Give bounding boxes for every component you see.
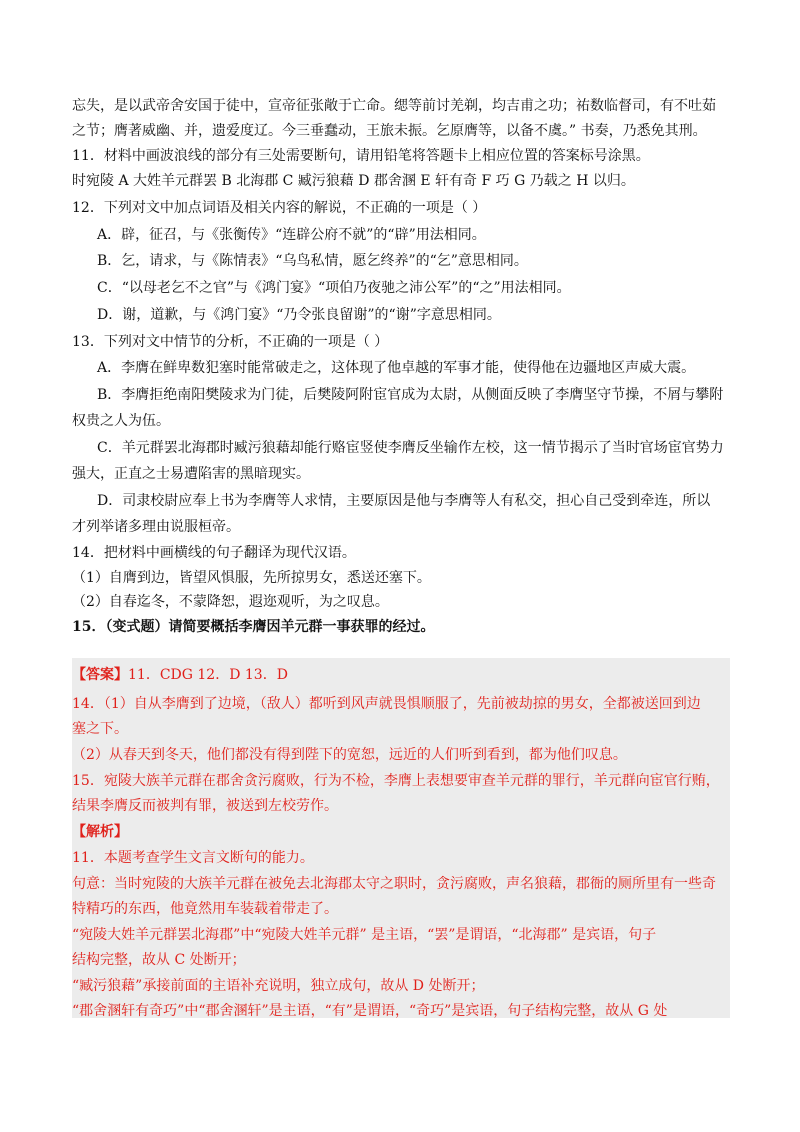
question-12-option-d: D．谢，道歉，与《鸿门宴》“乃令张良留谢”的“谢”字意思相同。 — [97, 307, 501, 323]
passage-line: 之节；膺著威幽、并，遗爱度辽。今三垂蠢动，王旅未振。乞原膺等，以备不虞。” 书奏，乃悉免其刑。 — [72, 123, 707, 139]
question-13-option-a: A．李膺在鲜卑数犯塞时能常破走之，这体现了他卓越的军事才能，使得他在边疆地区声威大震。 — [97, 360, 696, 376]
analysis-line: “臧污狼藉”承接前面的主语补充说明，独立成句，故从 D 处断开； — [72, 978, 485, 994]
analysis-line: 结构完整，故从 C 处断开； — [72, 952, 246, 968]
question-12-stem: 12．下列对文中加点词语及相关内容的解说，不正确的一项是（ ） — [72, 200, 487, 216]
answer-choices: 11．CDG 12．D 13．D — [128, 667, 288, 683]
answer-15-1: 15．宛陵大族羊元群在郡舍贪污腐败，行为不检，李膺上表想要审查羊元群的罪行，羊元群向宦官行贿， — [72, 773, 720, 789]
answer-15-2: 结果李膺反而被判有罪，被送到左校劳作。 — [72, 798, 338, 814]
question-13-option-c: C．羊元群罢北海郡时臧污狼藉却能行赂宦竖使李膺反坐输作左校，这一情节揭示了当时官场宦官势力 — [97, 440, 724, 456]
analysis-line: “宛陵大姓羊元群罢北海郡”中“宛陵大姓羊元群” 是主语，“罢”是谓语，“北海郡” 是宾语，句子 — [72, 927, 657, 943]
analysis-line: “郡舍溷轩有奇巧”中“郡舍溷轩”是主语，“有”是谓语，“奇巧”是宾语，句子结构完整，故从 G 处 — [72, 1003, 668, 1019]
analysis-line: 句意：当时宛陵的大族羊元群在被免去北海郡太守之职时，贪污腐败，声名狼藉，郡衙的厕所里有一些奇 — [72, 876, 716, 892]
passage-line: 忘失，是以武帝舍安国于徒中，宣帝征张敞于亡命。缌等前讨羌剃，均吉甫之功；祐数临督司，有不吐茹 — [72, 98, 716, 114]
analysis-line: 特精巧的东西，他竟然用车装载着带走了。 — [72, 901, 338, 917]
question-13-stem: 13．下列对文中情节的分析，不正确的一项是（ ） — [72, 334, 389, 350]
analysis-label: 【解析】 — [72, 824, 128, 840]
question-11-stem: 11．材料中画波浪线的部分有三处需要断句，请用铅笔将答题卡上相应位置的答案标号涂黑。 — [72, 148, 650, 164]
question-12-option-a: A．辟，征召，与《张衡传》“连辟公府不就”的“辟”用法相同。 — [97, 227, 486, 243]
question-15-stem: 15．（变式题）请简要概括李膺因羊元群一事获罪的经过。 — [72, 619, 435, 635]
question-13-option-b-cont: 权贵之人为伍。 — [72, 413, 170, 429]
question-14-stem: 14．把材料中画横线的句子翻译为现代汉语。 — [72, 545, 356, 561]
answer-line — [72, 665, 288, 685]
question-13-option-c-cont: 强大，正直之士易遭陷害的黑暗现实。 — [72, 466, 310, 482]
question-13-option-b: B．李膺拒绝南阳樊陵求为门徒，后樊陵阿附宦官成为太尉，从侧面反映了李膺坚守节操，不屑与攀附 — [97, 387, 724, 403]
question-14-sentence-2: （2）自春迄冬，不蒙降恕，遐迩观听，为之叹息。 — [72, 594, 389, 610]
question-12-option-b: B．乞，请求，与《陈情表》“乌鸟私情，愿乞终养”的“乞”意思相同。 — [97, 253, 528, 269]
answer-label: 【答案】 — [72, 667, 128, 683]
question-13-option-d: D．司隶校尉应奉上书为李膺等人求情，主要原因是他与李膺等人有私交，担心自己受到牵连，所以 — [97, 493, 711, 509]
answer-14-1: 14．（1）自从李膺到了边境，（敌人）都听到风声就畏惧顺服了，先前被劫掠的男女，全都被送回到边 — [72, 696, 701, 712]
question-11-sentence: 时宛陵 A 大姓羊元群罢 B 北海郡 C 臧污狼藉 D 郡舍溷 E 轩有奇 F 巧 G 乃载之 H 以归。 — [72, 173, 635, 189]
question-12-option-c: C．“以母老乞不之官”与《鸿门宴》“项伯乃夜驰之沛公军”的“之”用法相同。 — [97, 280, 571, 296]
question-13-option-d-cont: 才列举诸多理由说服桓帝。 — [72, 519, 240, 535]
answer-14-2: （2）从春天到冬天，他们都没有得到陛下的宽恕，远近的人们听到看到，都为他们叹息。 — [72, 747, 627, 763]
analysis-line: 11．本题考查学生文言文断句的能力。 — [72, 850, 314, 866]
question-14-sentence-1: （1）自膺到边，皆望风惧服，先所掠男女，悉送还塞下。 — [72, 570, 431, 586]
answer-14-1-cont: 塞之下。 — [72, 721, 128, 737]
